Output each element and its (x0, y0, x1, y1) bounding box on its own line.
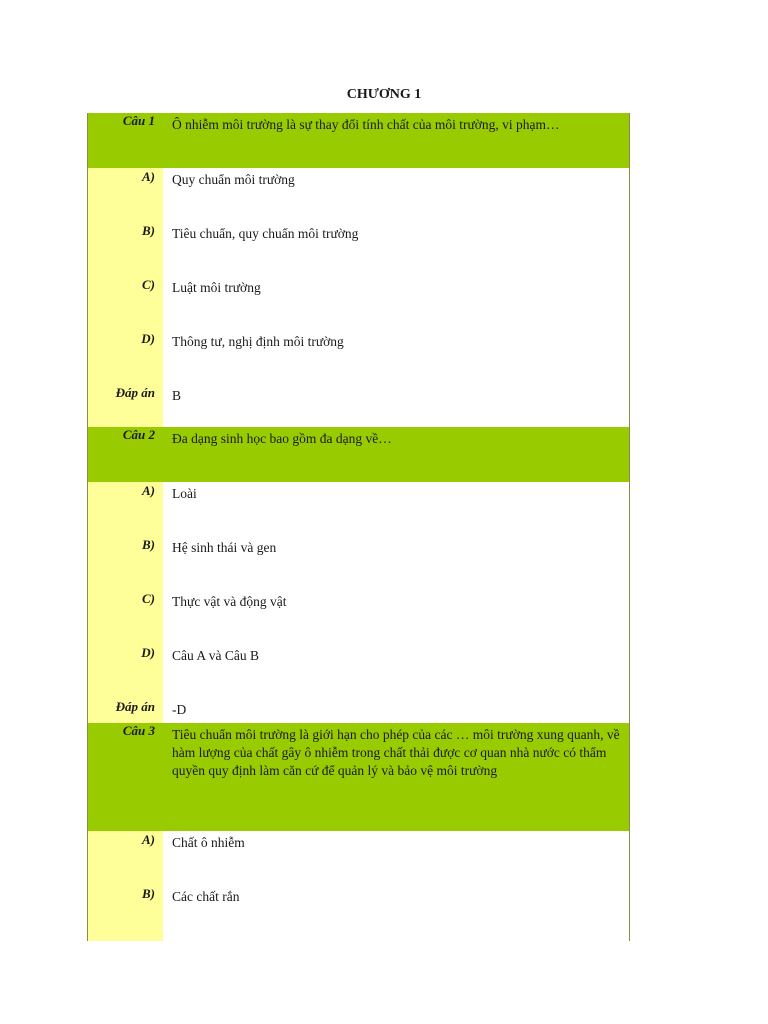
option-text: Quy chuẩn môi trường (163, 168, 629, 222)
option-text: Hệ sinh thái và gen (163, 536, 629, 590)
option-row (88, 644, 629, 698)
answer-row (88, 698, 629, 723)
question-row (88, 427, 629, 482)
option-text: Tiêu chuẩn, quy chuẩn môi trường (163, 222, 629, 276)
option-label: A) (88, 831, 163, 885)
option-label: A) (88, 168, 163, 222)
question-label: Câu 1 (88, 113, 163, 168)
option-label: B) (88, 536, 163, 590)
option-row (88, 168, 629, 222)
option-row (88, 831, 629, 885)
option-label: B) (88, 885, 163, 941)
answer-value: B (163, 384, 629, 427)
option-label: A) (88, 482, 163, 536)
option-label: D) (88, 644, 163, 698)
option-label: B) (88, 222, 163, 276)
option-text: Câu A và Câu B (163, 644, 629, 698)
option-label: D) (88, 330, 163, 384)
option-text: Loài (163, 482, 629, 536)
question-label: Câu 2 (88, 427, 163, 482)
question-row (88, 723, 629, 831)
option-text: Luật môi trường (163, 276, 629, 330)
question-text: Đa dạng sinh học bao gồm đa dạng về… (163, 427, 629, 482)
option-row (88, 885, 629, 941)
option-text: Các chất rắn (163, 885, 629, 941)
option-text: Thực vật và động vật (163, 590, 629, 644)
question-text: Ô nhiễm môi trường là sự thay đổi tính chất của môi trường, vi phạm… (163, 113, 629, 168)
option-label: C) (88, 276, 163, 330)
question-text: Tiêu chuẩn môi trường là giới hạn cho phép của các … môi trường xung quanh, về hàm lượng của chất gây ô nhiễm trong chất thải được cơ quan nhà nước có thẩm quyền quy định làm căn cứ để quản lý và bảo vệ môi trường (163, 723, 629, 831)
answer-row (88, 384, 629, 427)
option-row (88, 222, 629, 276)
question-row (88, 113, 629, 168)
chapter-title: CHƯƠNG 1 (346, 87, 422, 102)
option-row (88, 330, 629, 384)
option-label: C) (88, 590, 163, 644)
option-text: Chất ô nhiễm (163, 831, 629, 885)
answer-label: Đáp án (88, 698, 163, 723)
option-row (88, 590, 629, 644)
option-row (88, 276, 629, 330)
option-row (88, 536, 629, 590)
answer-value: -D (163, 698, 629, 723)
question-table (87, 113, 630, 941)
question-label: Câu 3 (88, 723, 163, 831)
option-row (88, 482, 629, 536)
option-text: Thông tư, nghị định môi trường (163, 330, 629, 384)
answer-label: Đáp án (88, 384, 163, 427)
